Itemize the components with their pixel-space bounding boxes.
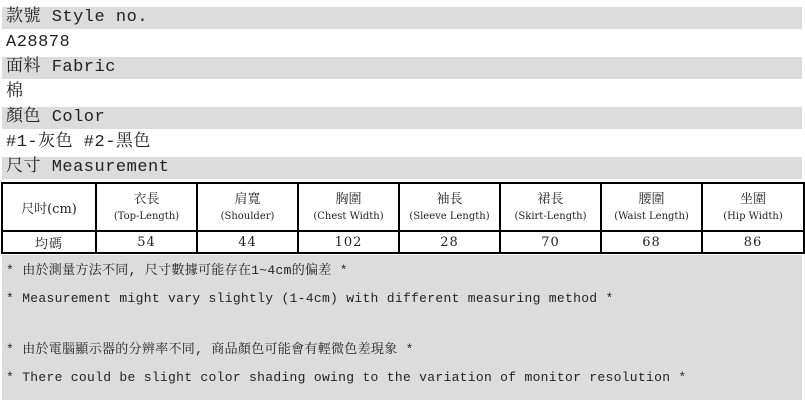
color-value: #1-灰色 #2-黑色 (2, 132, 802, 154)
size-unit-header: 尺吋(cm) (2, 183, 96, 231)
note-measurement-en: * Measurement might vary slightly (1-4cm) with different measuring method * (6, 291, 614, 306)
size-value-chest-width: 102 (298, 231, 399, 253)
column-header-top-length (96, 183, 197, 231)
column-header-en: (Chest Width) (313, 210, 384, 222)
column-header-cn: 裙長 (537, 191, 564, 207)
column-header-shoulder (197, 183, 298, 231)
column-header-en: (Sleeve Length) (409, 210, 490, 222)
column-header-en: (Hip Width) (723, 210, 783, 222)
column-header-en: (Top-Length) (113, 210, 180, 222)
size-value-top-length: 54 (96, 231, 197, 253)
note-color-en: * There could be slight color shading owing to the variation of monitor resolution * (6, 370, 687, 385)
note-color-cn: * 由於電腦顯示器的分辨率不同, 商品顏色可能會有輕微色差現象 * (6, 342, 414, 357)
column-header-sleeve-length (399, 183, 500, 231)
column-header-cn: 腰圍 (638, 191, 665, 207)
column-header-hip-width (702, 183, 804, 231)
column-header-en: (Waist Length) (614, 210, 689, 222)
column-header-en: (Skirt-Length) (514, 210, 587, 222)
size-value-shoulder: 44 (197, 231, 298, 253)
column-header-cn: 坐圍 (739, 191, 766, 207)
notes-panel (2, 255, 802, 400)
fabric-label: 面料 Fabric (2, 57, 802, 79)
column-header-waist-length (601, 183, 702, 231)
note-measurement-cn: * 由於測量方法不同, 尺寸數據可能存在1~4cm的偏差 * (6, 263, 348, 278)
column-header-cn: 袖長 (436, 191, 463, 207)
size-row-label: 均碼 (2, 231, 96, 253)
size-value-sleeve-length: 28 (399, 231, 500, 253)
size-value-waist-length: 68 (601, 231, 702, 253)
size-value-skirt-length: 70 (500, 231, 601, 253)
column-header-chest-width (298, 183, 399, 231)
fabric-value: 棉 (2, 82, 802, 104)
column-header-skirt-length (500, 183, 601, 231)
size-table-header-row (2, 183, 804, 231)
size-value-hip-width: 86 (702, 231, 804, 253)
color-label: 顏色 Color (2, 107, 802, 129)
style-value: A28878 (2, 32, 802, 54)
style-label: 款號 Style no. (2, 7, 802, 29)
column-header-cn: 胸圍 (335, 191, 362, 207)
measurement-label: 尺寸 Measurement (2, 157, 802, 179)
size-table-row (2, 231, 804, 253)
column-header-cn: 衣長 (133, 191, 160, 207)
column-header-cn: 肩寬 (234, 191, 261, 207)
column-header-en: (Shoulder) (220, 210, 275, 222)
size-table (1, 182, 805, 254)
